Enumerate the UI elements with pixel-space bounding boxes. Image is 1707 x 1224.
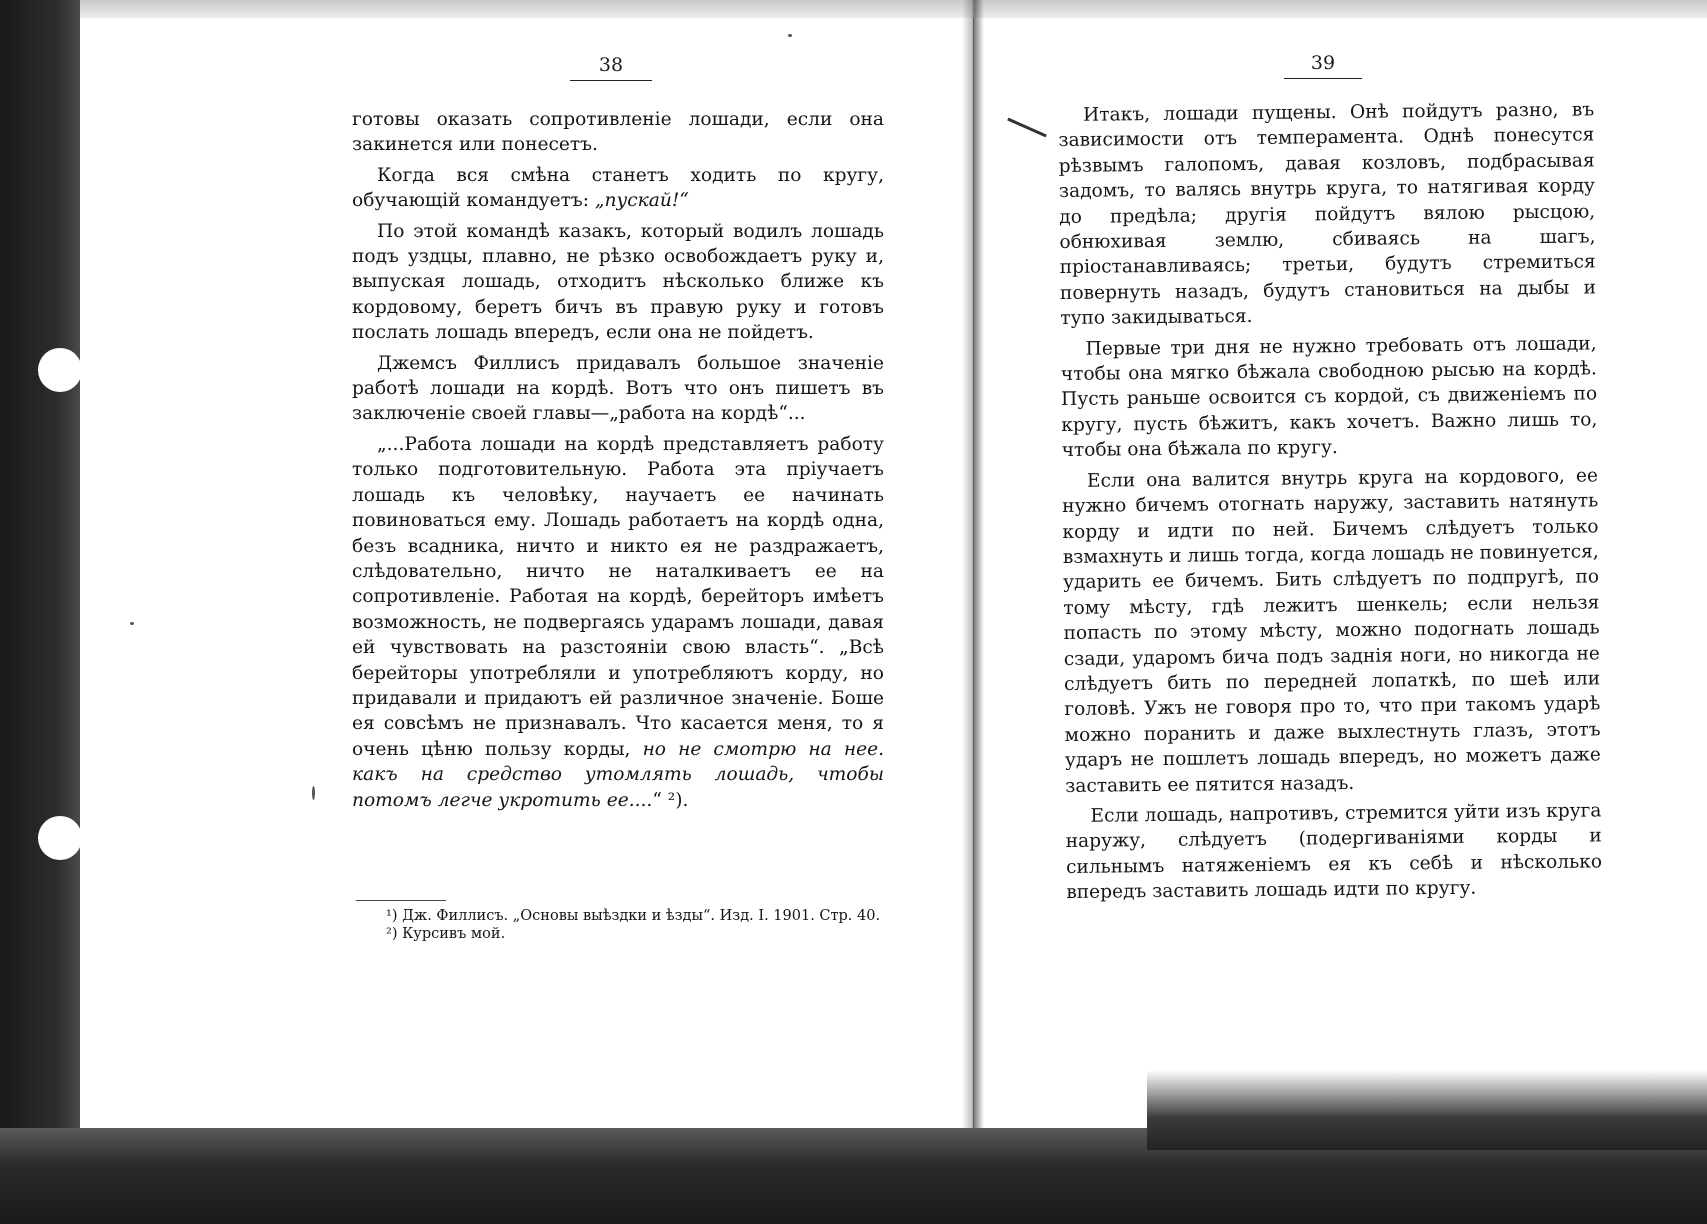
footnote-rule <box>356 900 446 901</box>
scan-dark-left-edge <box>0 0 80 1224</box>
punch-hole-lower <box>38 816 82 860</box>
left-page-body <box>352 107 884 818</box>
scan-speck <box>788 34 792 37</box>
italic-text-segment: но не смотрю на нее. какъ на средство утомлять лошадь, чтобы потомъ легче укротить ее.... <box>352 738 884 811</box>
text-segment: готовы оказать сопротивленіе лошади, если она закинется или понесетъ. <box>352 109 884 156</box>
text-segment: “ ²). <box>652 789 689 811</box>
paragraph <box>1058 97 1596 331</box>
paragraph <box>1060 331 1597 464</box>
left-page-number-rule <box>570 80 652 81</box>
left-page-footnotes <box>356 900 886 943</box>
scan-speck <box>312 786 315 800</box>
punch-hole-upper <box>38 348 82 392</box>
text-segment: По этой командѣ казакъ, который водилъ лошадь подъ уздцы, плавно, не рѣзко освобождаетъ руку и, выпуская лошадь, отходитъ нѣсколько ближе къ кордовому, беретъ бичъ въ правую руку и готовъ послать лошадь впередъ, если она не пойдетъ. <box>352 220 884 344</box>
paragraph <box>352 107 884 158</box>
paragraph <box>352 219 884 346</box>
text-segment: Если лошадь, напротивъ, стремится уйти изъ круга наружу, слѣдуетъ (подергиваніями корды и сильнымъ натяженіемъ ея къ себѣ и нѣсколько впередъ заставить лошадь идти по кругу. <box>1065 800 1603 904</box>
scan-dark-bottom-right-shadow <box>1147 1070 1707 1150</box>
right-page-number <box>1284 52 1362 79</box>
text-segment: Итакъ, лошади пущены. Онѣ пойдутъ разно, въ зависимости отъ темперамента. Однѣ понесутся рѣзвымъ галопомъ, давая козловъ, подбрасывая задомъ, то валясь внутрь круга, то натягивая корду до предѣла; другія пойдутъ вялою рысцою, обнюхивая землю, сбиваясь на шагъ, пріостанавливаясь; третьи, будутъ стремиться повернуть назадъ, будутъ становиться на дыбы и тупо закидываться. <box>1058 99 1597 330</box>
text-segment: „...Работа лошади на кордѣ представляетъ работу только подготовительную. Работа эта пріучаетъ лошадь къ человѣку, научаетъ ее начинать повиноваться ему. Лошадь работаетъ на кордѣ одна, безъ всадника, ничто и никто ея не раздражаетъ, слѣдовательно, ничто не наталкиваетъ ее на сопротивленіе. Работая на кордѣ, берейторъ имѣетъ возможность, не подвергаясь ударамъ лошади, давая ей чувствовать на разстояніи свою власть“. „Всѣ берейторы употребляли и употребляютъ корду, но придавали и придаютъ ей различное значеніе. Боше ея совсѣмъ не признавалъ. Что касается меня, то я очень цѣню пользу корды, <box>352 433 884 760</box>
right-page-body <box>1058 97 1602 910</box>
text-segment: Когда вся смѣна станетъ ходить по кругу, обучающій командуетъ: <box>352 164 884 212</box>
book-gutter <box>962 0 984 1130</box>
text-segment: Первые три дня не нужно требовать отъ лошади, чтобы она мягко бѣжала свободною рысью на кордѣ. Пусть раньше освоится съ кордой, съ движеніемъ по кругу, пусть бѣжитъ, какъ хочетъ. Важно лишь то, чтобы она бѣжала по кругу. <box>1060 333 1598 462</box>
paragraph <box>352 351 884 427</box>
text-segment: Джемсъ Филлисъ придавалъ большое значеніе работѣ лошади на кордѣ. Вотъ что онъ пишетъ въ заключеніе своей главы—„работа на кордѣ“... <box>352 352 884 425</box>
footnote: ²) Курсивъ мой. <box>386 926 506 942</box>
left-page-number <box>570 54 652 81</box>
right-page-number-rule <box>1284 78 1362 79</box>
paragraph <box>1065 798 1602 905</box>
footnote: ¹) Дж. Филлисъ. „Основы выѣздки и ѣзды“. Изд. I. 1901. Стр. 40. <box>386 908 881 924</box>
scan-speck <box>130 622 134 625</box>
text-segment: Если она валится внутрь круга на кордового, ее нужно бичемъ отогнать наружу, заставить натянуть корду и идти по ней. Бичемъ слѣдуетъ только взмахнуть и лишь тогда, когда лошадь не повинуется, ударить ее бичемъ. Бить слѣдуетъ по подпругѣ, по тому мѣсту, гдѣ лежитъ шенкель; если нельзя попасть по этому мѣсту, можно подогнать лошадь сзади, ударомъ бича подъ заднія ноги, но никогда не слѣдуетъ бить по передней лопаткѣ, по шеѣ или головѣ. Ужъ не говоря про то, что при такомъ ударѣ можно поранить и даже выхлестнуть глазъ, этотъ ударъ не пошлетъ лошадь впередъ, но можетъ даже заставить ее пятится назадъ. <box>1062 465 1601 797</box>
paragraph <box>1062 463 1601 799</box>
left-page-number-text: 38 <box>598 54 624 76</box>
paragraph <box>352 163 884 214</box>
right-page-number-text: 39 <box>1310 52 1336 74</box>
italic-text-segment: „пускай!“ <box>594 190 689 212</box>
paragraph <box>352 432 884 813</box>
